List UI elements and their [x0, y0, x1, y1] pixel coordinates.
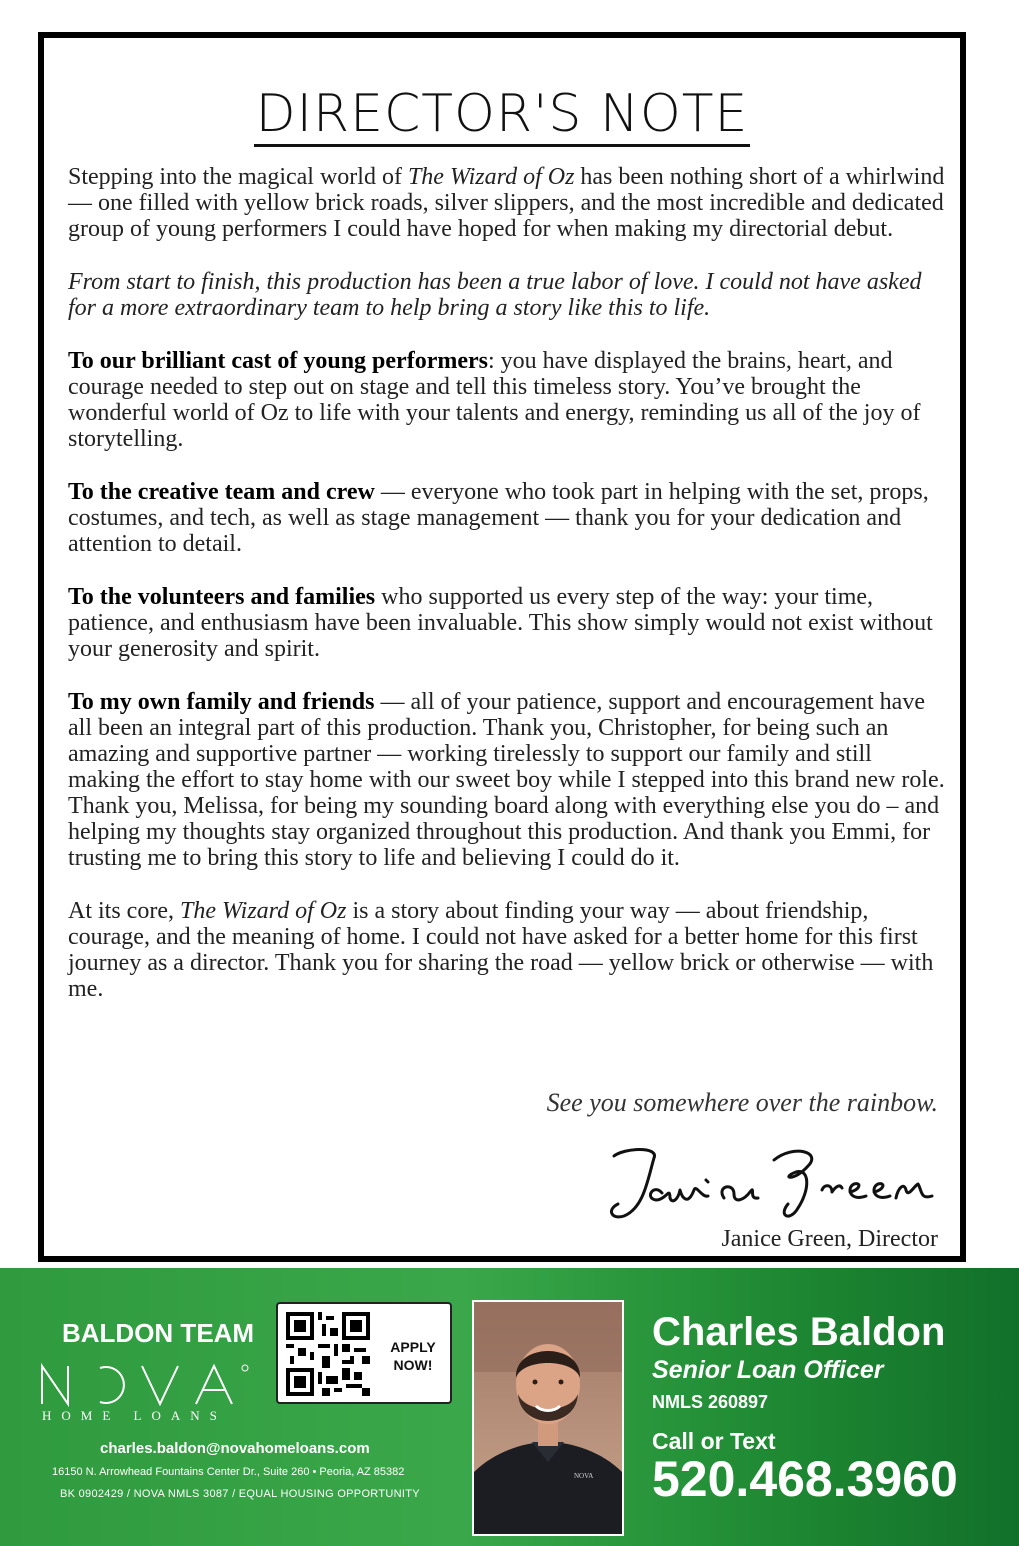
signature-image: [584, 1138, 944, 1228]
page-title: DIRECTOR'S NOTE: [44, 84, 960, 144]
paragraph-volunteers: To the volunteers and families who supported us every step of the way: your time, patience, and enthusiasm have been invaluable. This show simply would not exist without your generosity and spirit.: [68, 584, 933, 662]
loan-officer-photo: [472, 1300, 624, 1536]
paragraph-intro: Stepping into the magical world of The Wizard of Oz has been nothing short of a whirlwind — one filled with yellow brick roads, silver slippers, and the most incredible and dedicated group of young performers I could have hoped for when making my directorial debut.: [68, 164, 945, 242]
paragraph-core: At its core, The Wizard of Oz is a story about finding your way — about friendship, courage, and the meaning of home. I could not have asked for a better home for this first journey as a director. Thank you for sharing the road — yellow brick or otherwise — with me.: [68, 898, 934, 1002]
signature-caption: Janice Green, Director: [721, 1226, 938, 1252]
phone-number[interactable]: 520.468.3960: [652, 1451, 958, 1507]
note-body: [68, 164, 948, 1029]
shirt-logo-text: NOVA: [574, 1472, 594, 1480]
sponsor-ad-banner: [0, 1268, 1019, 1546]
nova-subtitle: HOME LOANS: [42, 1408, 227, 1423]
paragraph-family: To my own family and friends — all of your patience, support and encouragement have all been an integral part of this production. Thank you, Christopher, for being such an amazing and supportive partner — working tirelessly to support our family and still making the effort to stay home with our sweet boy while I stepped into this brand new role. Thank you, Melissa, for being my sounding board along with everything else you do – and helping my thoughts stay organized throughout this production. And thank you Emmi, for trusting me to bring this story to life and believing I could do it.: [68, 689, 945, 871]
team-label: BALDON TEAM: [62, 1318, 255, 1348]
license-info: BK 0902429 / NOVA NMLS 3087 / EQUAL HOUSING OPPORTUNITY: [60, 1488, 420, 1500]
call-or-text-label: Call or Text: [652, 1428, 776, 1454]
officer-name: Charles Baldon: [652, 1310, 946, 1354]
qr-code-box[interactable]: [276, 1302, 452, 1404]
paragraph-labor-of-love: From start to finish, this production has been a true labor of love. I could not have asked for a more extraordinary team to help bring a story like this to life.: [68, 269, 922, 321]
apply-now-label: APPLY NOW!: [390, 1339, 436, 1373]
contact-email[interactable]: charles.baldon@novahomeloans.com: [100, 1440, 370, 1457]
portrait-image: [474, 1302, 622, 1534]
paragraph-cast: To our brilliant cast of young performers: you have displayed the brains, heart, and courage needed to step out on stage and tell this timeless story. You’ve brought the wonderful world of Oz to life with your talents and energy, reminding us all of the joy of storytelling.: [68, 348, 921, 452]
officer-title: Senior Loan Officer: [652, 1356, 884, 1384]
paragraph-crew: To the creative team and crew — everyone who took part in helping with the set, props, costumes, and tech, as well as stage management — thank you for your dedication and attention to detail.: [68, 479, 929, 557]
office-address: 16150 N. Arrowhead Fountains Center Dr., Suite 260 • Peoria, AZ 85382: [52, 1466, 405, 1478]
qr-code-icon[interactable]: [286, 1312, 370, 1396]
directors-note-frame: [38, 32, 966, 1262]
closing-line: See you somewhere over the rainbow.: [546, 1088, 938, 1117]
officer-nmls: NMLS 260897: [652, 1392, 769, 1412]
